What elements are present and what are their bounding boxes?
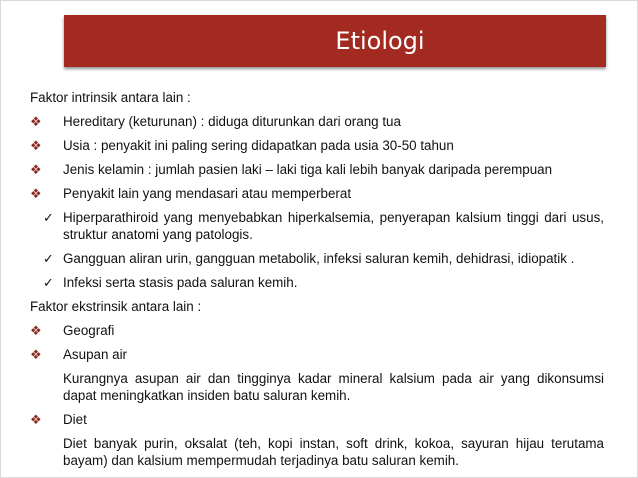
- diamond-bullet-icon: ❖: [30, 347, 42, 362]
- slide-content: [30, 89, 604, 476]
- sub-list-item: [30, 274, 604, 291]
- sub-list-item-text: Hiperparathiroid yang menyebabkan hiperkalsemia, penyerapan kalsium tinggi dari usus, struktur anatomi yang patologis.: [63, 210, 604, 242]
- diet-paragraph: Diet banyak purin, oksalat (teh, kopi instan, soft drink, kokoa, sayuran hijau terutama bayam) dan kalsium mempermudah terjadinya batu saluran kemih.: [63, 436, 604, 468]
- list-item: [30, 346, 604, 363]
- list-item: [30, 411, 604, 428]
- checkmark-icon: ✓: [43, 251, 54, 266]
- list-item: [30, 322, 604, 339]
- sub-list-item-text: Infeksi serta stasis pada saluran kemih.: [63, 275, 298, 290]
- asupan-air-paragraph: Kurangnya asupan air dan tingginya kadar mineral kalsium pada air yang dikonsumsi dapat meningkatkan insiden batu saluran kemih.: [63, 371, 604, 403]
- sub-list-item-text: Gangguan aliran urin, gangguan metabolik, infeksi saluran kemih, dehidrasi, idiopatik .: [63, 251, 575, 266]
- diamond-bullet-icon: ❖: [30, 323, 42, 338]
- list-item: [30, 161, 604, 178]
- title-bar: [64, 15, 606, 67]
- list-item-text: Penyakit lain yang mendasari atau memperberat: [63, 186, 352, 201]
- list-item-text: Hereditary (keturunan) : diduga diturunkan dari orang tua: [63, 114, 401, 129]
- diamond-bullet-icon: ❖: [30, 412, 42, 427]
- list-item-text: Asupan air: [63, 347, 128, 362]
- list-item-text: Usia : penyakit ini paling sering didapatkan pada usia 30-50 tahun: [63, 138, 454, 153]
- diamond-bullet-icon: ❖: [30, 162, 42, 177]
- checkmark-icon: ✓: [43, 210, 54, 225]
- list-item-text: Diet: [63, 412, 87, 427]
- diamond-bullet-icon: ❖: [30, 186, 42, 201]
- list-item: [30, 137, 604, 154]
- list-item-text: Jenis kelamin : jumlah pasien laki – laki tiga kali lebih banyak daripada perempuan: [63, 162, 553, 177]
- diamond-bullet-icon: ❖: [30, 138, 42, 153]
- diamond-bullet-icon: ❖: [30, 114, 42, 129]
- extrinsic-heading: Faktor ekstrinsik antara lain :: [30, 299, 202, 314]
- intrinsic-heading: Faktor intrinsik antara lain :: [30, 90, 191, 105]
- sub-list-item: [30, 250, 604, 267]
- list-item: [30, 185, 604, 202]
- list-item: [30, 113, 604, 130]
- list-item-text: Geografi: [63, 323, 115, 338]
- checkmark-icon: ✓: [43, 275, 54, 290]
- sub-list-item: [30, 209, 604, 243]
- slide-title: Etiologi: [335, 27, 425, 55]
